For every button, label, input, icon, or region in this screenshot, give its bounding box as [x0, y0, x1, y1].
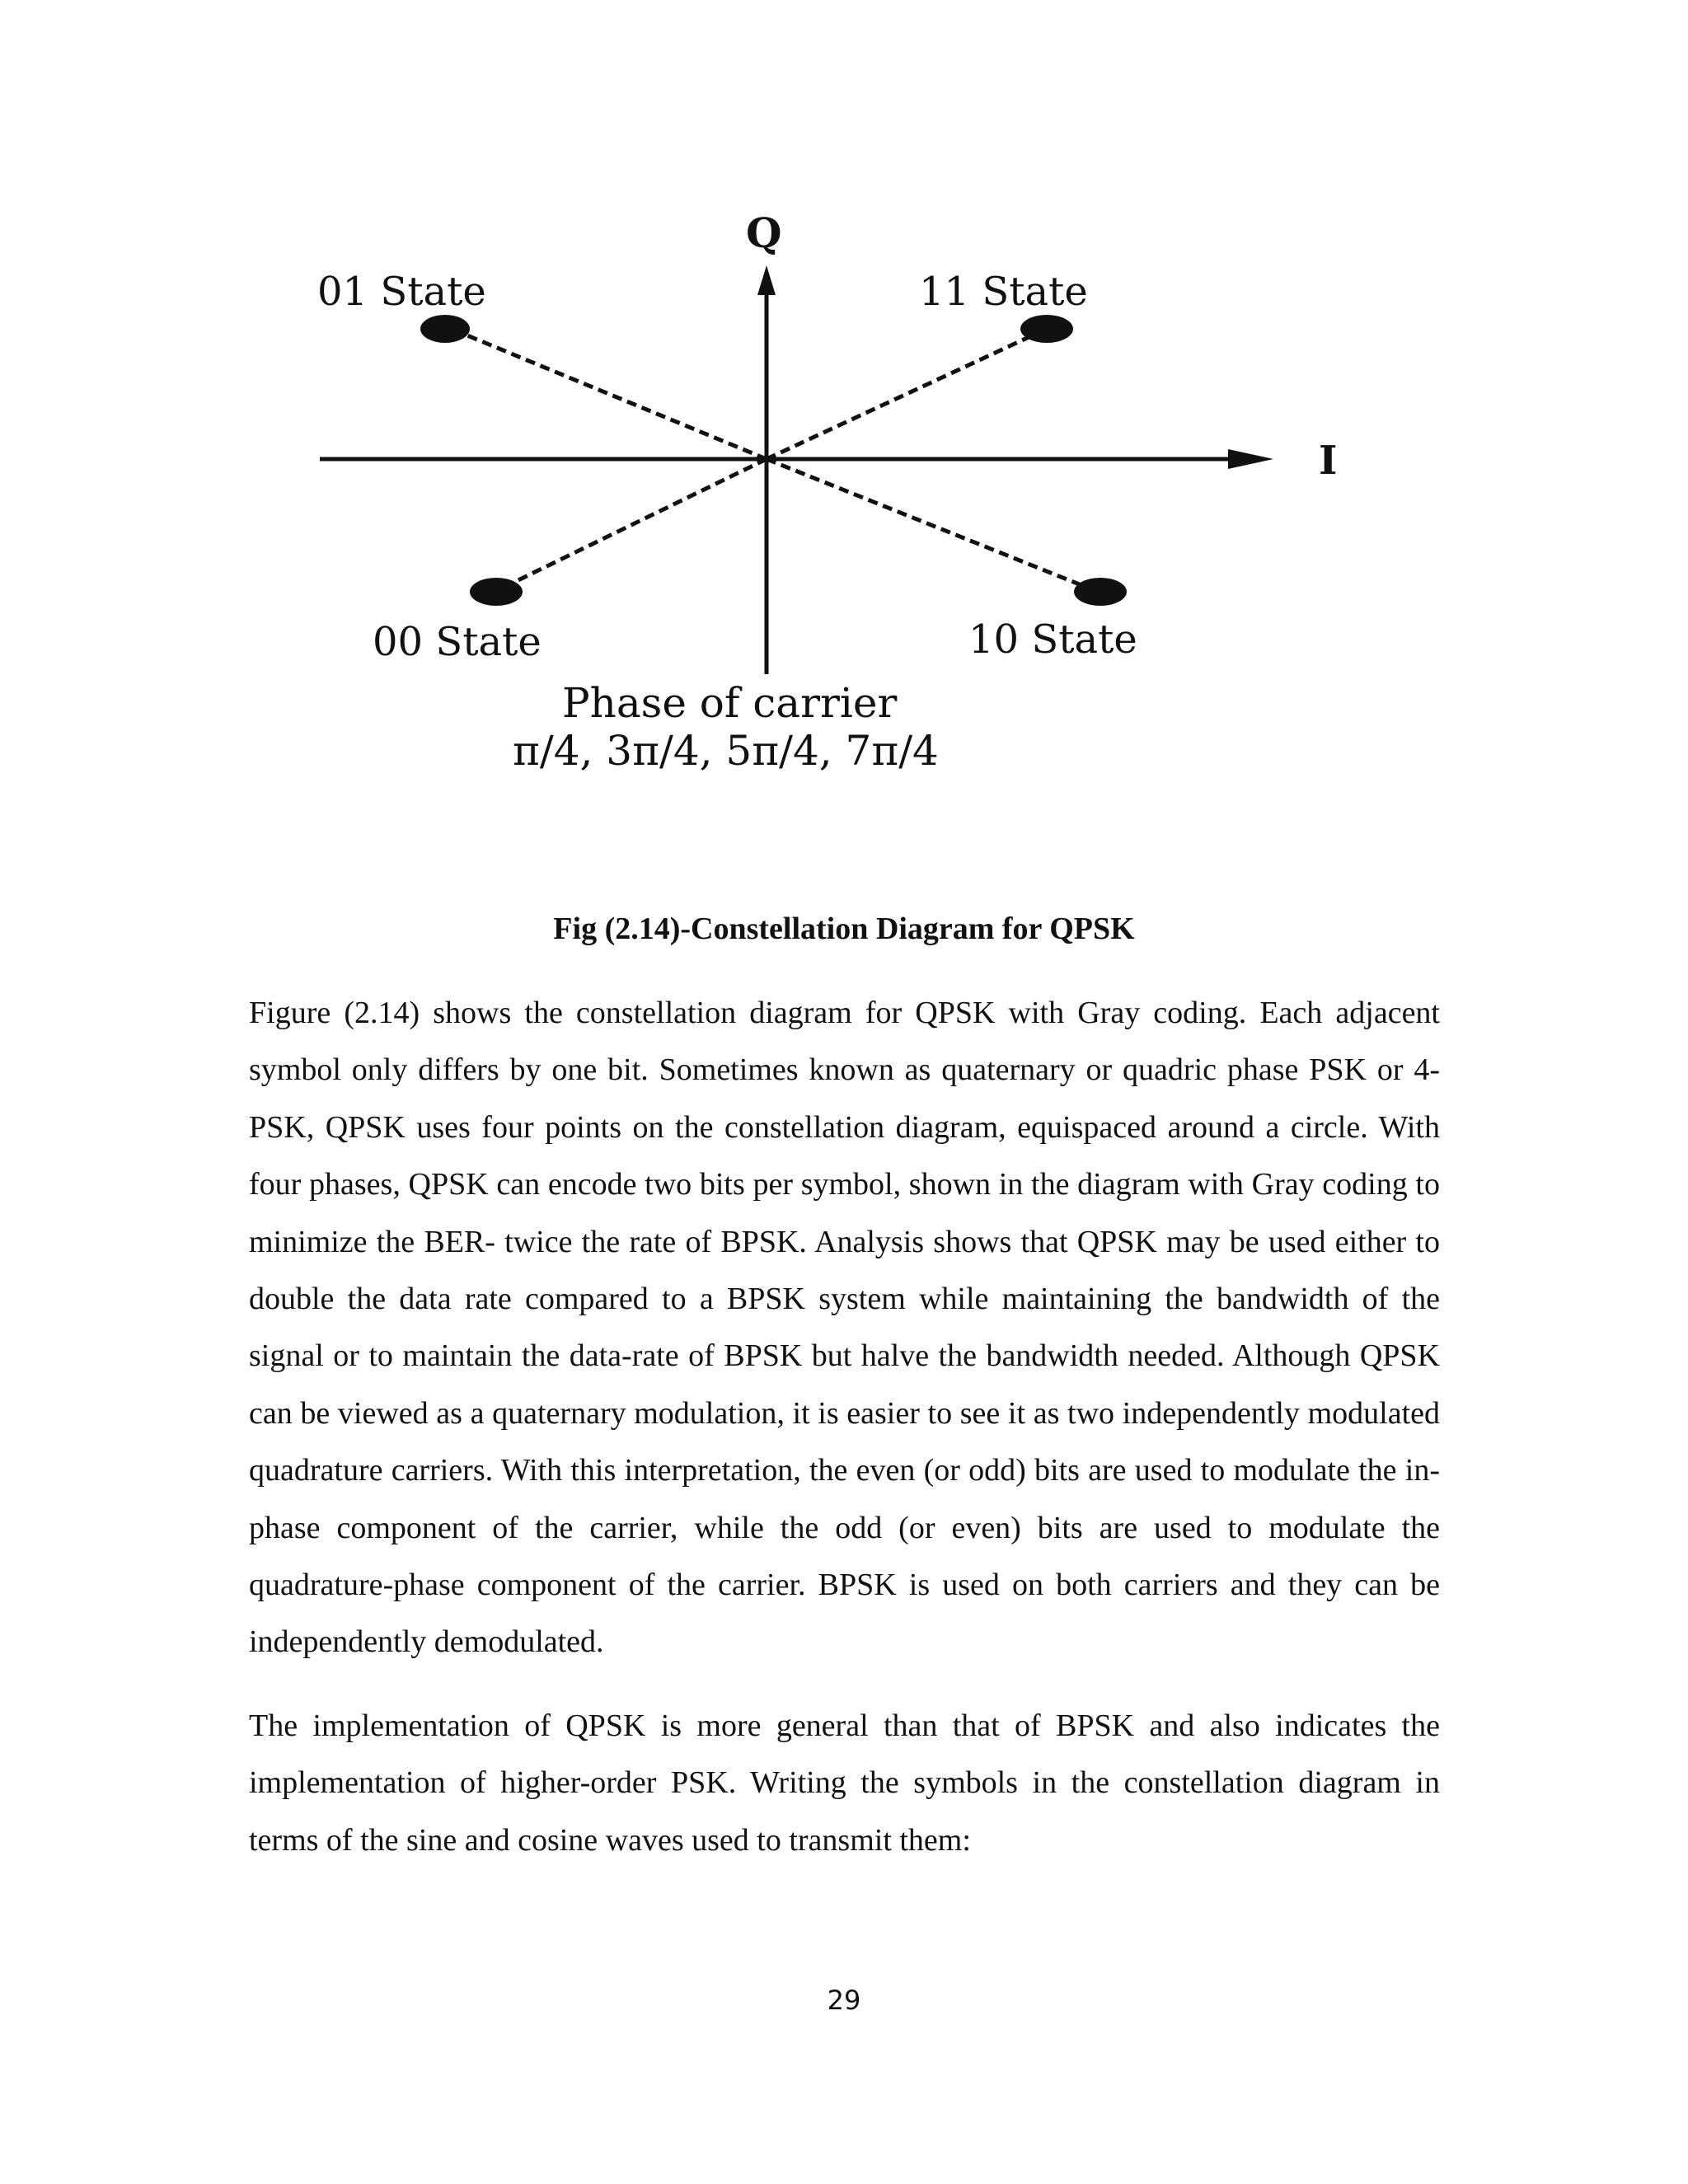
state-point-10	[1074, 578, 1127, 606]
phase-values: π/4, 3π/4, 5π/4, 7π/4	[513, 727, 939, 775]
figure-caption: Fig (2.14)-Constellation Diagram for QPSK	[553, 912, 1135, 946]
i-axis-label: I	[1319, 438, 1338, 484]
state-point-01	[420, 315, 470, 343]
dashed-line-10	[767, 459, 1098, 592]
dashed-line-01	[449, 328, 767, 459]
paragraph-2: The implementation of QPSK is more general than that of BPSK and also indicates the implementation of higher-order PSK. Writing the symbols in the constellation diagram in terms of the sine and cosine waves used to transmit them:	[249, 1708, 1440, 1858]
state-point-00	[470, 578, 523, 606]
q-axis-arrowhead	[757, 265, 776, 295]
state-label-00: 00 State	[373, 619, 542, 665]
page-number: 29	[827, 1985, 861, 2016]
q-axis-label: Q	[746, 209, 782, 257]
i-axis-arrowhead	[1228, 449, 1273, 469]
state-label-11: 11 State	[919, 269, 1088, 315]
phase-title: Phase of carrier	[562, 679, 898, 727]
paragraph-1: Figure (2.14) shows the constellation diagram for QPSK with Gray coding. Each adjacent symbol only differs by one bit. Sometimes known as quaternary or quadric phase PSK or 4-PSK, QPSK uses four points on the constellation diagram, equispaced around a circle. With four phases, QPSK can encode two bits per symbol, shown in the diagram with Gray coding to minimize the BER- twice the rate of BPSK. Analysis shows that QPSK may be used either to double the data rate compared to a BPSK system while maintaining the bandwidth of the signal or to maintain the data-rate of BPSK but halve the bandwidth needed. Although QPSK can be viewed as a quaternary modulation, it is easier to see it as two independently modulated quadrature carriers. With this interpretation, the even (or odd) bits are used to modulate the in-phase component of the carrier, while the odd (or even) bits are used to modulate the quadrature-phase component of the carrier. BPSK is used on both carriers and they can be independently demodulated.	[249, 996, 1440, 1660]
state-label-01: 01 State	[317, 269, 486, 315]
dashed-line-00	[495, 459, 767, 592]
state-point-11	[1020, 315, 1073, 343]
qpsk-constellation-diagram	[297, 198, 1368, 791]
constellation-svg	[297, 198, 1368, 791]
dashed-line-11	[767, 328, 1048, 459]
state-label-10: 10 State	[968, 616, 1137, 663]
